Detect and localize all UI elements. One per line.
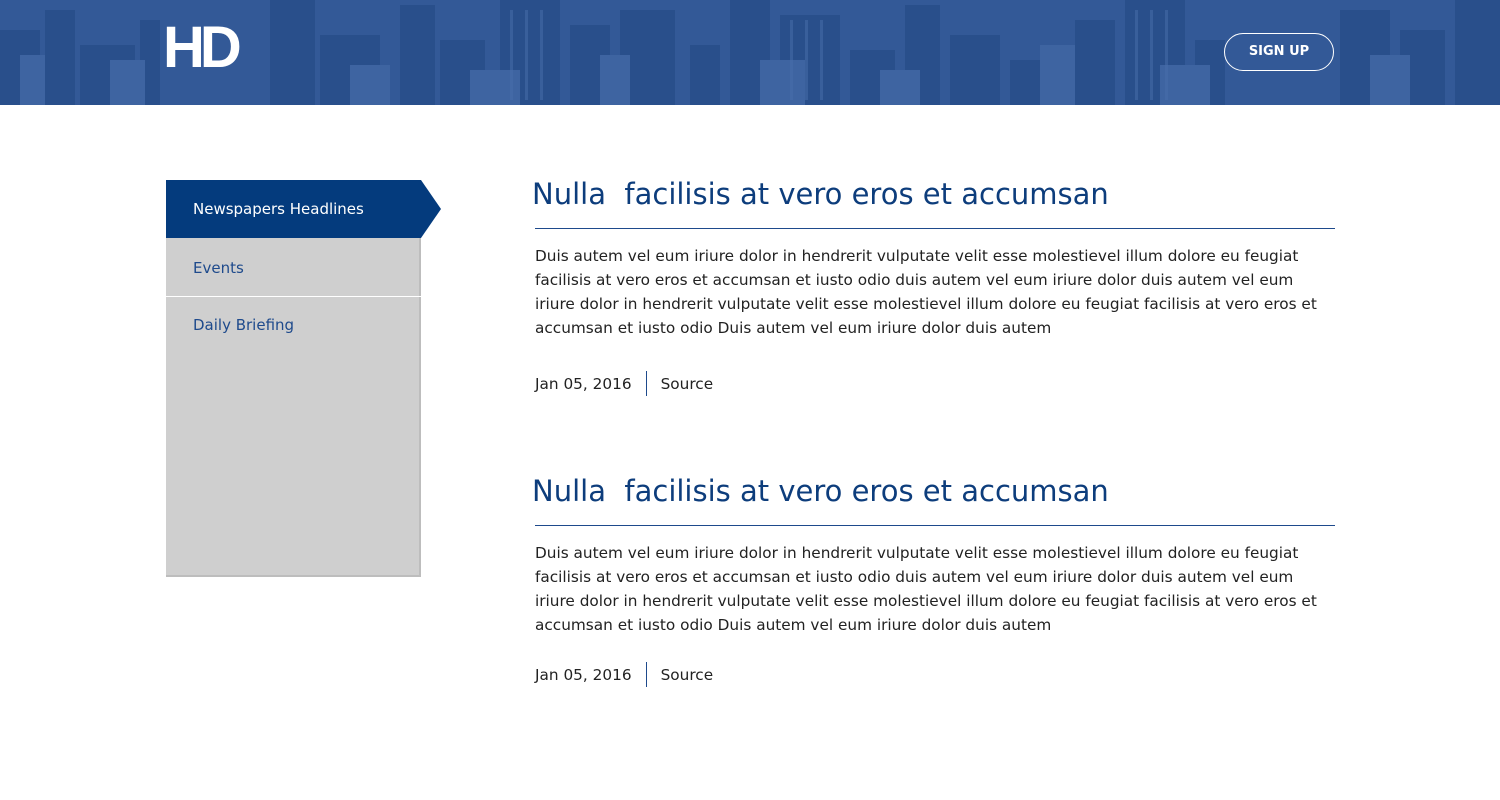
article-item [532, 473, 1335, 687]
article-meta [535, 371, 1335, 396]
article-date: Jan 05, 2016 [535, 374, 632, 393]
sidebar-item-label: Events [193, 259, 244, 277]
article-meta [535, 662, 1335, 687]
meta-separator [646, 371, 647, 396]
sign-up-button[interactable]: SIGN UP [1224, 33, 1334, 71]
article-source-link[interactable]: Source [660, 374, 714, 393]
sidebar-item-events[interactable] [166, 239, 421, 297]
sidebar-item-daily-briefing[interactable] [166, 296, 421, 354]
article-title[interactable]: Nulla facilisis at vero eros et accumsan [532, 474, 1109, 508]
article-item [532, 176, 1335, 396]
site-header [0, 0, 1500, 105]
title-divider [535, 228, 1335, 229]
site-logo[interactable]: HD [163, 15, 237, 80]
active-arrow-indicator [421, 180, 441, 238]
sidebar-item-label: Daily Briefing [193, 316, 295, 334]
article-source-link[interactable]: Source [660, 665, 714, 684]
sidebar-item-newspapers-headlines[interactable] [166, 180, 421, 238]
sidebar-nav [166, 180, 421, 577]
sidebar-item-label: Newspapers Headlines [193, 200, 364, 218]
meta-separator [646, 662, 647, 687]
article-date: Jan 05, 2016 [535, 665, 632, 684]
article-body: Duis autem vel eum iriure dolor in hendrerit vulputate velit esse molestievel illum dolore eu feugiat facilisis at vero eros et accumsan et iusto odio duis autem vel eum iriure dolor duis autem vel eum iriure dolor in hendrerit vulputate velit esse molestievel illum dolore eu feugiat facilisis at vero eros et accumsan et iusto odio Duis autem vel eum iriure dolor duis autem [535, 544, 1317, 634]
article-body: Duis autem vel eum iriure dolor in hendrerit vulputate velit esse molestievel illum dolore eu feugiat facilisis at vero eros et accumsan et iusto odio duis autem vel eum iriure dolor duis autem vel eum iriure dolor in hendrerit vulputate velit esse molestievel illum dolore eu feugiat facilisis at vero eros et accumsan et iusto odio Duis autem vel eum iriure dolor duis autem [535, 247, 1317, 337]
title-divider [535, 525, 1335, 526]
article-title[interactable]: Nulla facilisis at vero eros et accumsan [532, 177, 1109, 211]
